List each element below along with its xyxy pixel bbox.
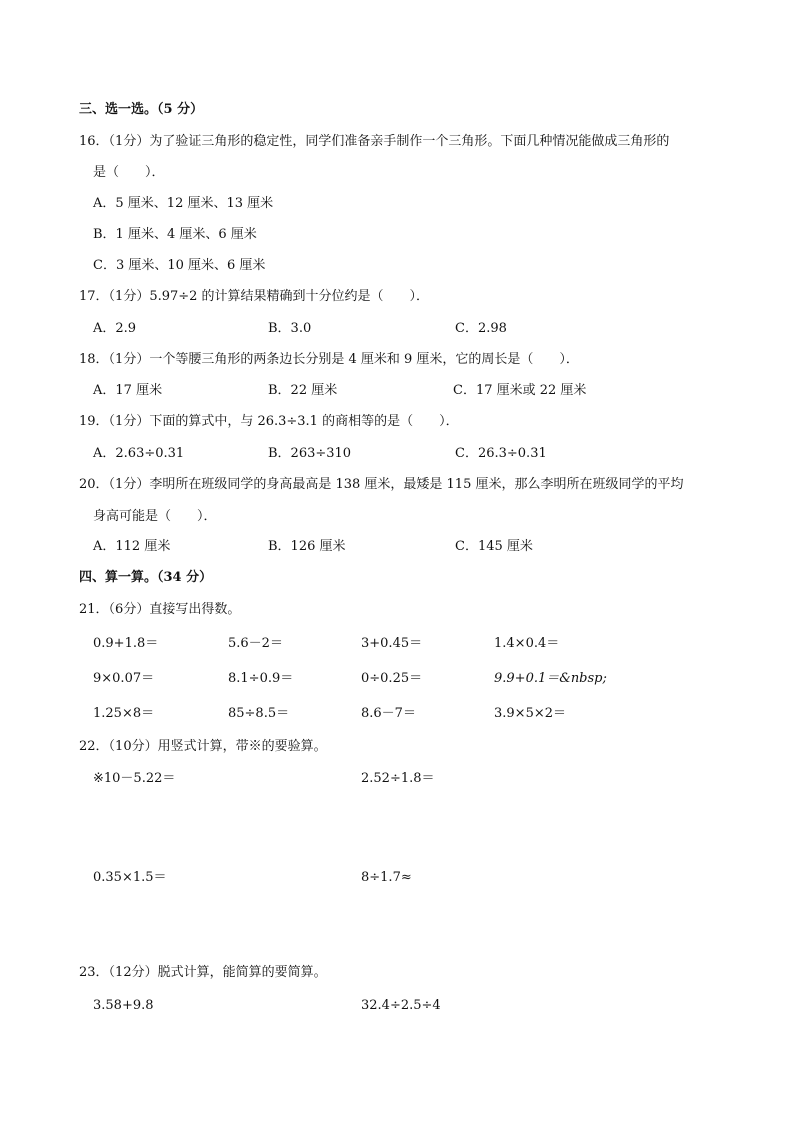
section-3-heading: 三、选一选。（5 分） [79, 102, 204, 117]
question-17-option-b: B．3.0 [268, 321, 312, 336]
question-19-stem: 19．（1分）下面的算式中，与 26.3÷3.1 的商相等的是（ ）． [79, 414, 459, 429]
q23-item-1: 3.58+9.8 [93, 998, 154, 1013]
question-16-option-c: C．3 厘米、10 厘米、6 厘米 [93, 258, 266, 273]
q21-r3-c1: 1.25×8＝ [93, 706, 155, 721]
question-18-option-a: A．17 厘米 [93, 383, 163, 398]
question-20-option-c: C．145 厘米 [455, 539, 533, 554]
question-16-stem-line1: 16．（1分）为了验证三角形的稳定性，同学们准备亲手制作一个三角形。下面几种情况能做成三角形的 [79, 134, 670, 149]
q22-item-4: 8÷1.7≈ [361, 870, 412, 885]
question-21-stem: 21．（6分）直接写出得数。 [79, 602, 241, 617]
question-18-option-c: C．17 厘米或 22 厘米 [453, 383, 587, 398]
question-18-stem: 18．（1分）一个等腰三角形的两条边长分别是 4 厘米和 9 厘米，它的周长是（ ）． [79, 352, 579, 367]
q22-item-2: 2.52÷1.8＝ [361, 771, 435, 786]
question-19-option-c: C．26.3÷0.31 [455, 446, 547, 461]
question-17-stem: 17．（1分）5.97÷2 的计算结果精确到十分位约是（ ）． [79, 289, 430, 304]
q21-r2-c3: 0÷0.25＝ [361, 671, 423, 686]
question-20-option-a: A．112 厘米 [93, 539, 171, 554]
section-4-heading: 四、算一算。（34 分） [79, 570, 213, 585]
q21-r3-c2: 85÷8.5＝ [228, 706, 290, 721]
question-16-option-a: A．5 厘米、12 厘米、13 厘米 [93, 196, 274, 211]
question-17-option-a: A．2.9 [93, 321, 137, 336]
q22-item-3: 0.35×1.5＝ [93, 870, 167, 885]
q21-r2-c1: 9×0.07＝ [93, 671, 155, 686]
question-20-stem-line2: 身高可能是（ ）． [93, 509, 217, 524]
q21-r1-c2: 5.6－2＝ [228, 636, 283, 651]
question-22-stem: 22．（10分）用竖式计算，带※的要验算。 [79, 739, 327, 754]
q21-r1-c4: 1.4×0.4＝ [494, 636, 560, 651]
q21-r3-c4: 3.9×5×2＝ [494, 706, 567, 721]
q21-r3-c3: 8.6－7＝ [361, 706, 416, 721]
question-18-option-b: B．22 厘米 [268, 383, 338, 398]
q21-r2-c2: 8.1÷0.9＝ [228, 671, 294, 686]
question-23-stem: 23．（12分）脱式计算，能简算的要简算。 [79, 965, 327, 980]
question-16-option-b: B．1 厘米、4 厘米、6 厘米 [93, 227, 257, 242]
question-17-option-c: C．2.98 [455, 321, 507, 336]
question-19-option-a: A．2.63÷0.31 [93, 446, 185, 461]
question-20-stem-line1: 20．（1分）李明所在班级同学的身高最高是 138 厘米，最矮是 115 厘米，那么李明所在班级同学的平均 [79, 477, 684, 492]
question-20-option-b: B．126 厘米 [268, 539, 346, 554]
question-16-stem-line2: 是（ ）． [93, 165, 165, 180]
q21-r1-c3: 3+0.45＝ [361, 636, 423, 651]
q21-r1-c1: 0.9+1.8＝ [93, 636, 159, 651]
q22-item-1: ※10－5.22＝ [93, 771, 176, 786]
question-19-option-b: B．263÷310 [268, 446, 352, 461]
q21-r2-c4: 9.9+0.1＝&nbsp; [494, 671, 607, 686]
q23-item-2: 32.4÷2.5÷4 [361, 998, 441, 1013]
